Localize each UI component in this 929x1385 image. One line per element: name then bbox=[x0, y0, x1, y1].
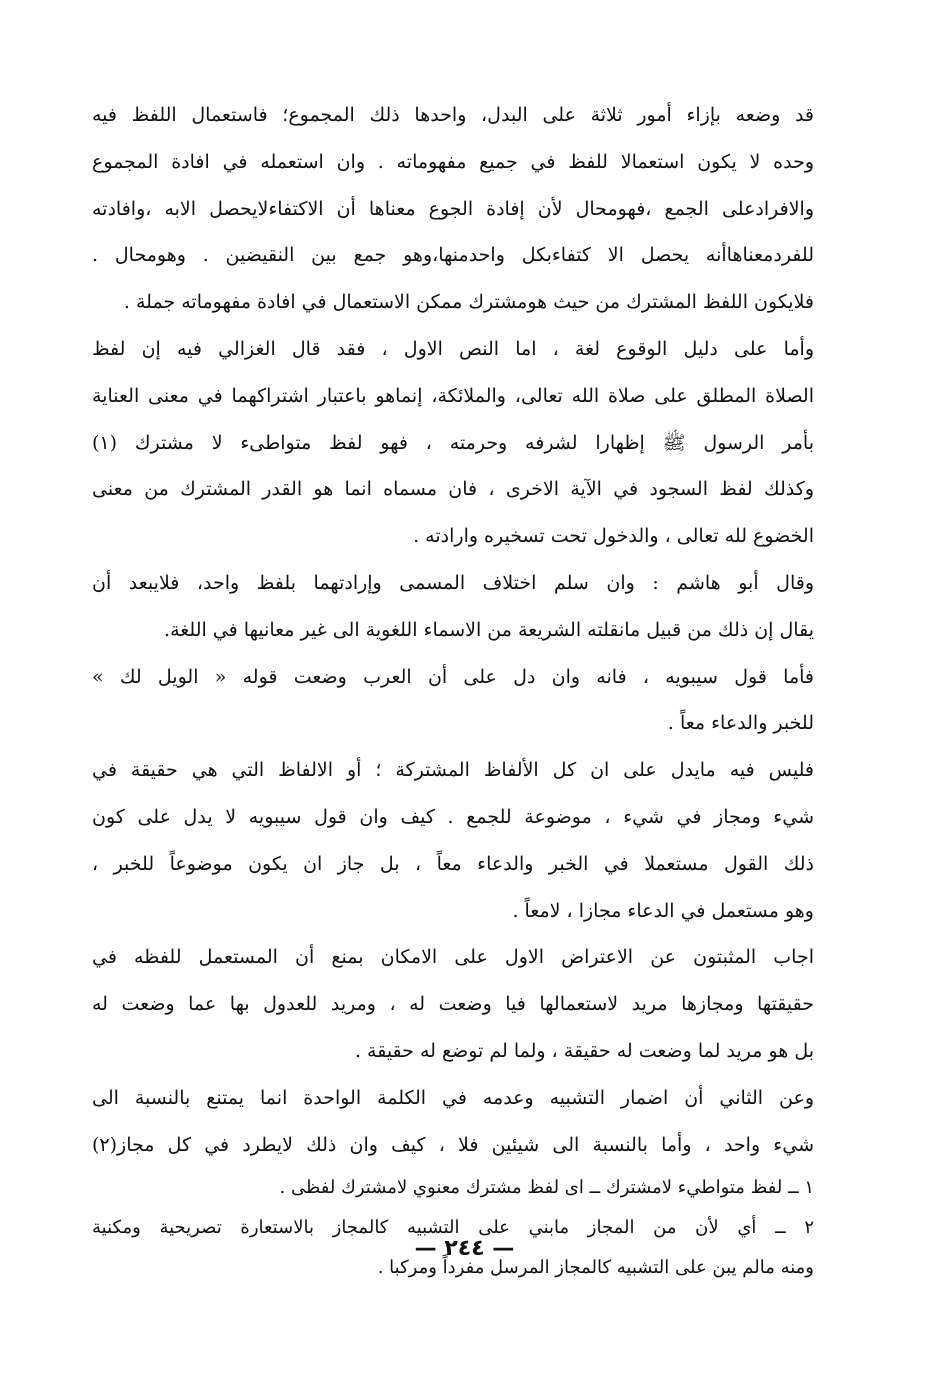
text-line: وحده لا يكون استعمالا للفظ في جميع مفهوماته . وان استعمله في افادة المجموع bbox=[92, 150, 814, 173]
text-line: فأما قول سيبويه ، فانه وان دل على أن العرب وضعت قوله « الويل لك » bbox=[92, 665, 814, 688]
text-line: بل هو مريد لما وضعت له حقيقة ، ولما لم توضع له حقيقة . bbox=[354, 1039, 814, 1062]
text-line: فلايكون اللفظ المشترك من حيث هومشترك ممكن الاستعمال في افادة مفهوماته جملة . bbox=[123, 291, 814, 314]
footnote-2-continued: ومنه مالم يبن على التشبيه كالمجاز المرسل مفرداً ومركبا . bbox=[377, 1257, 814, 1279]
text-line: الصلاة المطلق على صلاة الله تعالى، والملائكة، إنماهو باعتبار اشتراكهما في معنى العناية bbox=[92, 384, 814, 407]
text-line: يقال إن ذلك من قبيل مانقلته الشريعة من الاسماء اللغوية الى غير معانيها في اللغة. bbox=[164, 618, 814, 641]
text-line: بأمر الرسول ﷺ إظهارا لشرفه وحرمته ، فهو لفظ متواطىء لا مشترك (١) bbox=[92, 431, 814, 454]
paragraph-5 bbox=[92, 747, 814, 934]
paragraph-2 bbox=[92, 326, 814, 560]
text-line: للفردمعناهاأنه يحصل الا كتفاءبكل واحدمنها،وهو جمع بين النقيضين . وهومحال . bbox=[92, 244, 814, 267]
footnote-2: ٢ ــ أي لأن من المجاز مابني على التشبيه كالمجاز بالاستعارة تصريحية ومكنية bbox=[92, 1217, 814, 1239]
footnote-1: ١ ــ لفظ متواطيء لامشترك ــ اى لفظ مشترك معنوي لامشترك لفظى . bbox=[279, 1177, 814, 1199]
paragraph-7 bbox=[92, 1075, 814, 1169]
text-line: وكذلك لفظ السجود في الآية الاخرى ، فان مسماه انما هو القدر المشترك من معنى bbox=[92, 478, 814, 501]
page-number: — ٢٤٤ — bbox=[414, 1236, 515, 1261]
text-line: وهو مستعمل في الدعاء مجازا ، لامعاً . bbox=[512, 899, 814, 922]
text-line: اجاب المثبتون عن الاعتراض الاول على الامكان بمنع أن المستعمل للفظه في bbox=[92, 946, 814, 969]
page-body bbox=[92, 92, 814, 1288]
text-line: للخبر والدعاء معاً . bbox=[667, 712, 814, 735]
text-line: وعن الثاني أن اضمار التشبيه وعدمه في الكلمة الواحدة انما يمتنع بالنسبة الى bbox=[92, 1086, 814, 1109]
text-line: ذلك القول مستعملا في الخبر والدعاء معاً ، بل جاز ان يكون موضوعاً للخبر ، bbox=[92, 852, 814, 875]
text-line: شيء ومجاز في شيء ، موضوعة للجمع . كيف وان قول سيبويه لا يدل على كون bbox=[92, 805, 814, 828]
text-line: فليس فيه مايدل على ان كل الألفاظ المشتركة ؛ أو الالفاظ التي هي حقيقة في bbox=[92, 759, 814, 782]
text-line: شيء واحد ، وأما بالنسبة الى شيئين فلا ، كيف وان ذلك لايطرد في كل مجاز(٢) bbox=[92, 1133, 814, 1156]
text-line: والافرادعلى الجمع ،فهومحال لأن إفادة الجوع معناها أن الاكتفاءلايحصل الابه ،وافادته bbox=[92, 197, 814, 220]
paragraph-3 bbox=[92, 560, 814, 654]
paragraph-1 bbox=[92, 92, 814, 326]
text-line: وقال أبو هاشم : وان سلم اختلاف المسمى وإرادتهما بلفظ واحد، فلايبعد أن bbox=[92, 571, 814, 594]
text-line: الخضوع لله تعالى ، والدخول تحت تسخيره وارادته . bbox=[413, 525, 814, 548]
footnotes bbox=[92, 1168, 814, 1288]
paragraph-6 bbox=[92, 934, 814, 1074]
text-line: حقيقتها ومجازها مريد لاستعمالها فيا وضعت له ، ومريد للعدول بها عما وضعت له bbox=[92, 993, 814, 1016]
text-line: وأما على دليل الوقوع لغة ، اما النص الاول ، فقد قال الغزالي فيه إن لفظ bbox=[92, 337, 814, 360]
paragraph-4 bbox=[92, 654, 814, 748]
text-line: قد وضعه بإزاء أمور ثلاثة على البدل، واحدها ذلك المجموع؛ فاستعمال اللفظ فيه bbox=[92, 104, 814, 126]
